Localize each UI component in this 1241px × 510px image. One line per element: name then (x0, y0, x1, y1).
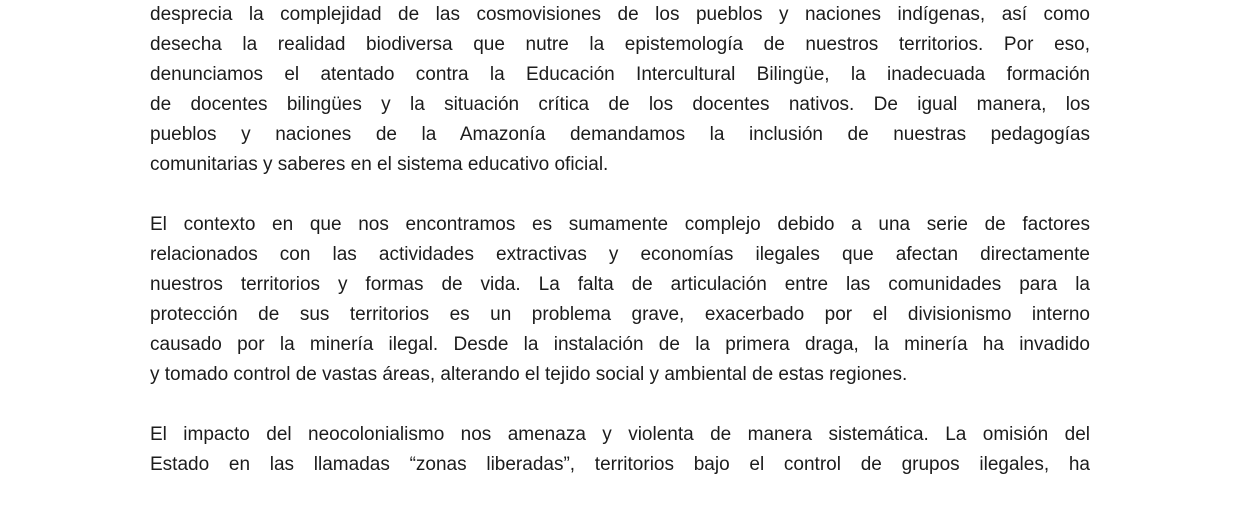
text-line: desecha la realidad biodiversa que nutre la epistemología de nuestros territorios. Por eso, (150, 34, 1090, 55)
text-line: pueblos y naciones de la Amazonía demandamos la inclusión de nuestras pedagogías (150, 124, 1090, 145)
text-line: comunitarias y saberes en el sistema educativo oficial. (150, 154, 609, 175)
text-line: de docentes bilingües y la situación crítica de los docentes nativos. De igual manera, los (150, 94, 1090, 115)
text-line: relacionados con las actividades extractivas y economías ilegales que afectan directamente (150, 244, 1090, 265)
text-line: nuestros territorios y formas de vida. La falta de articulación entre las comunidades para la (150, 274, 1090, 295)
text-line: y tomado control de vastas áreas, alterando el tejido social y ambiental de estas regiones. (150, 364, 908, 385)
text-line: denunciamos el atentado contra la Educación Intercultural Bilingüe, la inadecuada formación (150, 64, 1090, 85)
text-line: Estado en las llamadas “zonas liberadas”, territorios bajo el control de grupos ilegales, ha (150, 454, 1090, 475)
text-line: El impacto del neocolonialismo nos amenaza y violenta de manera sistemática. La omisión del (150, 424, 1090, 445)
text-line: causado por la minería ilegal. Desde la instalación de la primera draga, la minería ha invadido (150, 334, 1090, 355)
text-line: El contexto en que nos encontramos es sumamente complejo debido a una serie de factores (150, 214, 1090, 235)
paragraph-neocolonialism (150, 420, 1090, 480)
document-page (150, 0, 1090, 510)
text-line: desprecia la complejidad de las cosmovisiones de los pueblos y naciones indígenas, así como (150, 4, 1090, 25)
paragraph-education (150, 0, 1090, 180)
paragraph-context (150, 210, 1090, 390)
text-line: protección de sus territorios es un problema grave, exacerbado por el divisionismo interno (150, 304, 1090, 325)
